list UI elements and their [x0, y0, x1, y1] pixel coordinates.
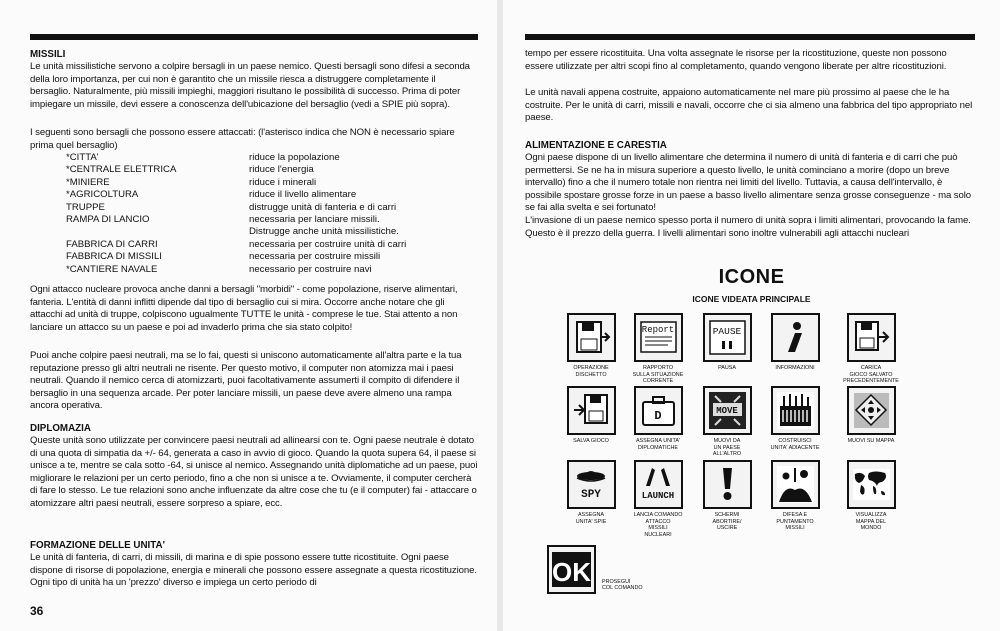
formazione-paragraph: Le unità di fanteria, di carri, di missili, di marina e di spie possono essere tutte ricostituite. Ogni paese dispone di risorse di popolazione, energia e minerali che possono essere assegnate a questa ricostituzione. Ogni tipo di unità ha un 'prezzo' diverso e impiega un certo periodo di [30, 552, 477, 589]
build-factory-icon [771, 386, 820, 435]
icon-pause-tile [689, 313, 765, 372]
top-rule [30, 34, 478, 40]
diplomat-case-icon [634, 386, 683, 435]
missile-defense-icon [771, 460, 820, 509]
target-row [66, 239, 449, 251]
target-name: FABBRICA DI CARRI [66, 238, 158, 250]
icon-caption: LANCIA COMANDO ATTACCO MISSILI NUCLEARI [633, 512, 683, 538]
diplomazia-heading: DIPLOMAZIA [30, 423, 91, 434]
icon-caption: MUOVI DA UN PAESE ALL'ALTRO [712, 438, 742, 458]
icon-caption: OPERAZIONE DISCHETTO [573, 365, 609, 378]
missili-paragraph-1: Le unità missilistiche servono a colpire bersagli in un paese nemico. Questi bersagli sono difesi a seconda della loro importanza, per cui non è garantito che un missile riesca a distruggere completamente il bersaglio. Naturalmente, più missili impieghi, maggiori risultano le possibilità di successo. Prima di poter impiegare un missile, devi essere a conoscenza dell'ubicazione del bersaglio (vedi a SPIE più sopra). [30, 61, 470, 110]
navali-paragraph: Le unità navali appena costruite, appaiono automaticamente nel mare più prossimo al paese che le ha costruite. Per le unità di carri, missili e navali, occorre che ci sia almeno una fabbrica del tipo appropriato nel paese. [525, 87, 973, 124]
right-page [503, 0, 1000, 631]
target-name: *MINIERE [66, 176, 110, 188]
svg-text:LAUNCH: LAUNCH [641, 491, 674, 501]
target-row [66, 177, 449, 189]
target-name: FABBRICA DI MISSILI [66, 251, 162, 263]
save-game-icon [567, 386, 616, 435]
target-effect: riduce il livello alimentare [249, 189, 357, 201]
page-number: 36 [30, 604, 44, 618]
target-name: *CANTIERE NAVALE [66, 263, 158, 275]
continued-paragraph: tempo per essere ricostituita. Una volta assegnate le risorse per la ricostituzione, queste non possono essere utilizzate per altri scopi fino al completamento, quando vengono liberate per altre ricostituzioni. [525, 48, 947, 72]
icon-disk-save-tile [553, 313, 629, 378]
move-icon [703, 386, 752, 435]
missili-heading: MISSILI [30, 49, 66, 60]
target-row [66, 164, 449, 176]
icon-move-tile [689, 386, 765, 458]
icon-caption: RAPPORTO SULLA SITUAZIONE CORRENTE [632, 365, 684, 385]
icon-report-tile [620, 313, 696, 385]
icon-caption: PROSEGUI COL COMANDO [602, 578, 643, 592]
targets-table [66, 152, 449, 276]
target-name: RAMPA DI LANCIO [66, 214, 150, 226]
ok-icon [547, 545, 596, 594]
missili-paragraph-3: Ogni attacco nucleare provoca anche danni a bersagli "morbidi" - come popolazione, riserve alimentari, fanteria. L'entità di danni inflitti dipende dal tipo di bersaglio cui si mira. Occorre anche notare che gli attacchi ad unità di truppe, colpiscono ugualmente TUTTE le unità - comprese le tue. Stai attento a non lanciare un attacco su un paese e poi ad invaderlo prima che sia stato colpito! [30, 284, 458, 333]
icon-caption: ASSEGNA UNITA' DIPLOMATICHE [635, 438, 681, 451]
missili-paragraph-4: Puoi anche colpire paesi neutrali, ma se lo fai, questi si uniscono automaticamente all'altra parte e la tua reputazione presso gli altri neutrali ne risente. Per questo motivo, il computer non atomizza mai i paesi neutrali. Quando il nemico cerca di atomizzarti, puoi facoltativamente assumerti il compito di difendere il bersaglio in una sequenza arcade. Per poter lanciare missili, un paese deve avere almeno una rampa ancora operativa. [30, 350, 462, 412]
icon-launch-tile [620, 460, 696, 538]
target-row [66, 189, 449, 201]
svg-text:MOVE: MOVE [715, 406, 738, 416]
icon-caption: COSTRUISCI UNITA' ADIACENTE [770, 438, 820, 451]
icon-build-factory-tile [757, 386, 833, 451]
diplomazia-paragraph: Queste unità sono utilizzate per convincere paesi neutrali ad allinearsi con te. Ogni paese neutrale è dotato di una quota di simpatia da +/- 64, generata a caso in avvio di gioco. Quando la quota supera 64, il paese si unisce a te, mentre se cala sotto -64, si unisce al nemico. Assegnando unità diplomatiche ad un paese, puoi migliorare le relazioni per un certo periodo, fino a che non si unisce a te. Ovviamente, il computer cercherà di fare lo stesso. Le tue relazioni sono anche influenzate da altre cose che tu (e il computer) fai - attaccare o atomizzare altri paesi neutrali, essere sorpreso a spiare, ecc. [30, 435, 478, 509]
top-rule-right [525, 34, 975, 40]
pause-icon [703, 313, 752, 362]
icon-diplomat-case-tile [620, 386, 696, 451]
icon-abort-tile [689, 460, 765, 532]
icon-spy-tile [553, 460, 629, 525]
disk-save-icon [567, 313, 616, 362]
world-map-icon [847, 460, 896, 509]
target-row [66, 214, 449, 226]
svg-text:PAUSE: PAUSE [712, 326, 741, 337]
target-effect: necessaria per costruire unità di carri [249, 238, 407, 250]
svg-text:D: D [653, 409, 662, 423]
icon-caption: VISUALIZZA MAPPA DEL MONDO [855, 512, 887, 532]
target-effect: distrugge unità di fanteria e di carri [249, 201, 397, 213]
icon-missile-defense-tile [757, 460, 833, 532]
icon-caption: SALVA GIOCO [573, 438, 609, 444]
report-icon [634, 313, 683, 362]
svg-text:Report: Report [641, 325, 674, 335]
info-icon [771, 313, 820, 362]
svg-text:OK: OK [552, 557, 591, 587]
icon-caption: INFORMAZIONI [775, 365, 815, 371]
load-game-icon [847, 313, 896, 362]
target-name: *AGRICOLTURA [66, 189, 139, 201]
icon-caption: DIFESA E PUNTAMENTO MISSILI [776, 512, 814, 532]
alimentazione-paragraph-1: Ogni paese dispone di un livello alimentare che determina il numero di unità di fanteria e di carri che può permettersi. Se ne ha in misura superiore a questo livello, le unità cominciano a morire (dopo un breve intervallo) fino a che il numero totale non rientra nei limiti del livello. Tuttavia, a causa dell'intervallo, è possibile spostare grosse forze in un paese a basso livello alimentare senza grosse conseguenze - ma solo se fai alla svelta e sei fortunato! [525, 152, 971, 214]
target-effect: riduce l'energia [249, 164, 314, 176]
target-name: *CITTA' [66, 152, 99, 163]
icon-caption: SCHERMI ABORTIRE/ USCIRE [712, 512, 742, 532]
target-name: *CENTRALE ELETTRICA [66, 164, 177, 176]
alimentazione-paragraph-2: L'invasione di un paese nemico spesso porta il numero di unità sopra i limiti alimentari, provocando la fame. Questo è il prezzo della guerra. I livelli alimentari sono inoltre vulnerabili agli attacchi nucleari [525, 215, 971, 239]
launch-icon [634, 460, 683, 509]
spy-icon [567, 460, 616, 509]
icon-caption: ASSEGNA UNITA' SPIE [575, 512, 607, 525]
target-effect: necessaria per lanciare missili. [249, 214, 380, 226]
target-name [66, 226, 249, 238]
target-row [66, 152, 449, 164]
target-effect: riduce la popolazione [249, 152, 340, 163]
icon-caption: PAUSA [718, 365, 736, 371]
icon-save-game-tile [553, 386, 629, 445]
left-page [0, 0, 497, 631]
icon-world-map-tile [833, 460, 909, 532]
target-effect: Distrugge anche unità missilistiche. [249, 226, 399, 238]
icone-subtitle: ICONE VIDEATA PRINCIPALE [692, 294, 811, 304]
target-name: TRUPPE [66, 201, 105, 213]
icon-info-tile [757, 313, 833, 372]
target-row [66, 226, 449, 238]
abort-icon [703, 460, 752, 509]
icon-caption: CARICA GIOCO SALVATO PRECEDENTEMENTE [843, 365, 899, 385]
icone-title: ICONE [718, 266, 785, 288]
target-effect: necessario per costruire navi [249, 263, 372, 275]
icon-load-game-tile [833, 313, 909, 385]
formazione-heading: FORMAZIONE DELLE UNITA' [30, 540, 165, 551]
icon-map-move-tile [833, 386, 909, 445]
target-row [66, 251, 449, 263]
target-effect: riduce i minerali [249, 176, 317, 188]
target-row [66, 202, 449, 214]
svg-text:SPY: SPY [580, 489, 601, 501]
icon-ok-tile [547, 545, 697, 594]
alimentazione-heading: ALIMENTAZIONE E CARESTIA [525, 140, 667, 151]
icon-caption: MUOVI SU MAPPA [847, 438, 895, 444]
map-move-icon [847, 386, 896, 435]
target-effect: necessaria per costruire missili [249, 251, 381, 263]
missili-paragraph-2: I seguenti sono bersagli che possono essere attaccati: (l'asterisco indica che NON è necessario spiare prima quel bersaglio) [30, 127, 455, 151]
target-row [66, 264, 449, 276]
